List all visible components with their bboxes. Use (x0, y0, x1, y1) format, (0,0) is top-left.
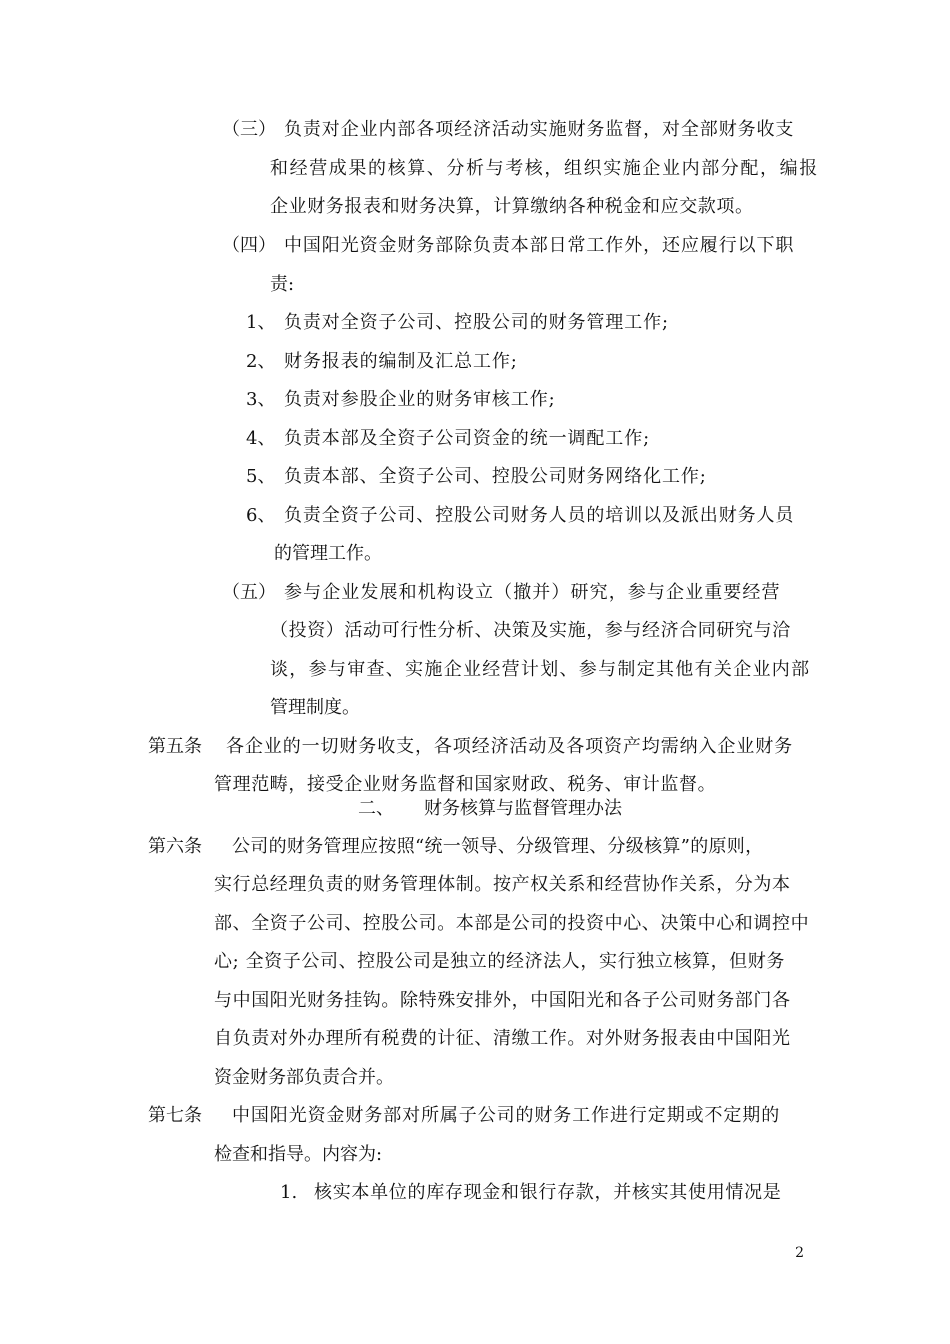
item-5-line-2: （投资）活动可行性分析、决策及实施，参与经济合同研究与洽 (270, 620, 791, 641)
item-3-label: （三） (222, 119, 276, 140)
article-6-line-4: 心; 全资子公司、控股公司是独立的经济法人，实行独立核算，但财务 (214, 951, 785, 972)
section-2-number: 二、 (358, 798, 394, 819)
subitem-1-text: 负责对全资子公司、控股公司的财务管理工作; (284, 312, 669, 333)
subitem-3-num: 3、 (246, 389, 276, 410)
section-2-title: 财务核算与监督管理办法 (424, 798, 622, 819)
article-7-line-2: 检查和指导。内容为: (214, 1144, 383, 1165)
article-5-label: 第五条 (148, 736, 202, 757)
article-6-line-1: 公司的财务管理应按照“统一领导、分级管理、分级核算”的原则， (232, 836, 764, 857)
subitem-2-text: 财务报表的编制及汇总工作; (284, 351, 518, 372)
subitem-4-text: 负责本部及全资子公司资金的统一调配工作; (284, 428, 651, 449)
article-6-line-2: 实行总经理负责的财务管理体制。按产权关系和经营协作关系，分为本 (214, 874, 791, 895)
article-6-line-3: 部、全资子公司、控股公司。本部是公司的投资中心、决策中心和调控中 (214, 913, 810, 934)
item-3-line-3: 企业财务报表和财务决算，计算缴纳各种税金和应交款项。 (270, 196, 754, 217)
subitem-6-num: 6、 (246, 505, 276, 526)
item-4-line-1: 中国阳光资金财务部除负责本部日常工作外，还应履行以下职 (284, 235, 795, 256)
subitem-1-num: 1、 (246, 312, 276, 333)
subitem-6-text-2: 的管理工作。 (274, 543, 382, 564)
article-6-line-6: 自负责对外办理所有税费的计征、清缴工作。对外财务报表由中国阳光 (214, 1028, 791, 1049)
article-7-label: 第七条 (148, 1105, 202, 1126)
article-6-label: 第六条 (148, 836, 202, 857)
subitem-2-num: 2、 (246, 351, 276, 372)
item-4-line-2: 责: (270, 274, 295, 295)
article-6-line-7: 资金财务部负责合并。 (214, 1067, 394, 1088)
article-7-subitem-1-num: 1. (280, 1182, 298, 1203)
item-4-label: （四） (222, 235, 276, 256)
article-7-line-1: 中国阳光资金财务部对所属子公司的财务工作进行定期或不定期的 (232, 1105, 781, 1126)
item-5-line-4: 管理制度。 (270, 697, 360, 718)
item-5-line-1: 参与企业发展和机构设立（撤并）研究，参与企业重要经营 (284, 582, 781, 603)
article-6-line-5: 与中国阳光财务挂钩。除特殊安排外，中国阳光和各子公司财务部门各 (214, 990, 791, 1011)
article-5-line-1: 各企业的一切财务收支，各项经济活动及各项资产均需纳入企业财务 (226, 736, 793, 757)
article-7-subitem-1-text: 核实本单位的库存现金和银行存款，并核实其使用情况是 (314, 1182, 782, 1203)
subitem-4-num: 4、 (246, 428, 276, 449)
article-5-line-2: 管理范畴，接受企业财务监督和国家财政、税务、审计监督。 (214, 774, 717, 795)
subitem-5-num: 5、 (246, 466, 276, 487)
subitem-3-text: 负责对参股企业的财务审核工作; (284, 389, 556, 410)
item-5-label: （五） (222, 582, 276, 603)
subitem-5-text: 负责本部、全资子公司、控股公司财务网络化工作; (284, 466, 707, 487)
subitem-6-text-1: 负责全资子公司、控股公司财务人员的培训以及派出财务人员 (284, 505, 795, 526)
item-3-line-1: 负责对企业内部各项经济活动实施财务监督，对全部财务收支 (284, 119, 795, 140)
page-number: 2 (795, 1245, 804, 1261)
item-5-line-3: 谈，参与审查、实施企业经营计划、参与制定其他有关企业内部 (270, 659, 811, 680)
item-3-line-2: 和经营成果的核算、分析与考核，组织实施企业内部分配，编报 (270, 158, 819, 179)
